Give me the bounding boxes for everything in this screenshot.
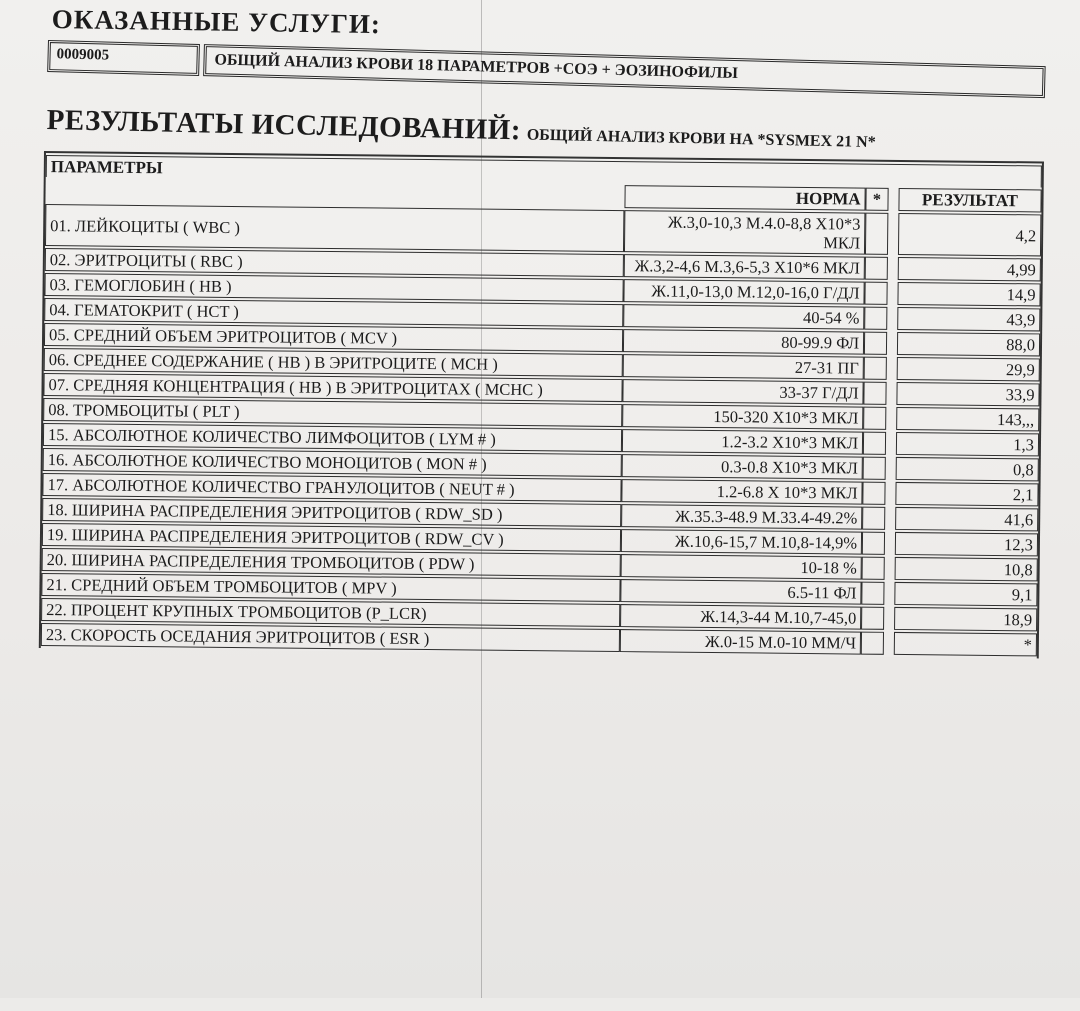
parameter-name: 04. ГЕМАТОКРИТ ( HCT ) [44, 298, 623, 327]
parameter-name: 21. СРЕДНИЙ ОБЪЕМ ТРОМБОЦИТОВ ( MPV ) [41, 573, 620, 602]
parameter-name: 05. СРЕДНИЙ ОБЪЕМ ЭРИТРОЦИТОВ ( MCV ) [44, 323, 623, 352]
results-table-wrapper [35, 151, 1044, 1011]
column-header-flag: * [866, 188, 889, 211]
column-gap [885, 432, 895, 455]
column-gap [883, 632, 893, 655]
reference-range: 10-18 % [620, 554, 862, 580]
abnormal-flag [861, 582, 884, 605]
column-gap [887, 257, 897, 280]
reference-range: Ж.3,2-4,6 М.3,6-5,3 Х10*6 МКЛ [623, 254, 865, 280]
reference-range: Ж.10,6-15,7 М.10,8-14,9% [621, 529, 863, 555]
column-gap [886, 357, 896, 380]
reference-range: Ж.11,0-13,0 М.12,0-16,0 Г/ДЛ [623, 279, 865, 305]
services-row [47, 40, 1046, 102]
parameter-name: 06. СРЕДНЕЕ СОДЕРЖАНИЕ ( HB ) В ЭРИТРОЦИТЕ ( MCH ) [44, 348, 623, 377]
result-value: 0,8 [895, 457, 1038, 481]
parameter-name: 20. ШИРИНА РАСПРЕДЕЛЕНИЯ ТРОМБОЦИТОВ ( PDW ) [42, 548, 621, 577]
abnormal-flag [861, 607, 884, 630]
column-gap [884, 607, 894, 630]
column-header-result: РЕЗУЛЬТАТ [898, 188, 1041, 212]
result-value: 88,0 [897, 332, 1040, 356]
reference-range: 33-37 Г/ДЛ [622, 379, 864, 405]
reference-range: 1.2-6.8 Х 10*3 МКЛ [621, 479, 863, 505]
abnormal-flag [863, 407, 886, 430]
abnormal-flag [862, 507, 885, 530]
column-gap [888, 188, 898, 211]
column-gap [885, 482, 895, 505]
column-gap [887, 307, 897, 330]
results-subtitle: ОБЩИЙ АНАЛИЗ КРОВИ НА *SYSMEX 21 N* [526, 126, 876, 152]
params-header: ПАРАМЕТРЫ [46, 155, 1042, 187]
abnormal-flag [864, 307, 887, 330]
services-heading: ОКАЗАННЫЕ УСЛУГИ: [51, 4, 382, 40]
parameter-name: 18. ШИРИНА РАСПРЕДЕЛЕНИЯ ЭРИТРОЦИТОВ ( RDW_SD ) [42, 498, 621, 527]
abnormal-flag [865, 213, 888, 255]
result-value: 18,9 [894, 607, 1037, 631]
result-value: 12,3 [895, 532, 1038, 556]
result-value: 143,,, [896, 407, 1039, 431]
parameter-name: 17. АБСОЛЮТНОЕ КОЛИЧЕСТВО ГРАНУЛОЦИТОВ ( NEUT # ) [42, 473, 621, 502]
parameter-name: 15. АБСОЛЮТНОЕ КОЛИЧЕСТВО ЛИМФОЦИТОВ ( LYM # ) [43, 423, 622, 452]
column-gap [884, 532, 894, 555]
result-value: 1,3 [896, 432, 1039, 456]
reference-range: Ж.3,0-10,3 М.4.0-8,8 Х10*3 МКЛ [624, 210, 866, 255]
reference-range: 1.2-3.2 Х10*3 МКЛ [622, 429, 864, 455]
abnormal-flag [862, 532, 885, 555]
parameter-name: 19. ШИРИНА РАСПРЕДЕЛЕНИЯ ЭРИТРОЦИТОВ ( RDW_CV ) [42, 523, 621, 552]
table-row [45, 204, 1041, 256]
result-value: 9,1 [894, 582, 1037, 606]
abnormal-flag [862, 557, 885, 580]
parameter-name: 03. ГЕМОГЛОБИН ( HB ) [44, 273, 623, 302]
parameter-name: 23. СКОРОСТЬ ОСЕДАНИЯ ЭРИТРОЦИТОВ ( ESR ) [41, 623, 620, 652]
abnormal-flag [862, 482, 885, 505]
result-value: 14,9 [897, 282, 1040, 306]
column-gap [887, 282, 897, 305]
result-value: 10,8 [894, 557, 1037, 581]
reference-range: 6.5-11 ФЛ [620, 579, 862, 605]
parameter-name: 16. АБСОЛЮТНОЕ КОЛИЧЕСТВО МОНОЦИТОВ ( MON # ) [43, 448, 622, 477]
results-heading [46, 104, 876, 155]
column-gap [888, 213, 899, 255]
abnormal-flag [863, 432, 886, 455]
abnormal-flag [864, 332, 887, 355]
column-gap [886, 407, 896, 430]
results-title: РЕЗУЛЬТАТЫ ИССЛЕДОВАНИЙ: [46, 104, 522, 147]
abnormal-flag [864, 357, 887, 380]
parameter-name: 08. ТРОМБОЦИТЫ ( PLT ) [43, 398, 622, 427]
column-gap [885, 457, 895, 480]
reference-range: Ж.0-15 М.0-10 ММ/Ч [620, 629, 862, 655]
result-value: 2,1 [895, 482, 1038, 506]
column-header-spacer [45, 179, 624, 208]
reference-range: 40-54 % [623, 304, 865, 330]
result-value: 41,6 [895, 507, 1038, 531]
reference-range: 150-320 Х10*3 МКЛ [622, 404, 864, 430]
column-gap [886, 382, 896, 405]
column-gap [887, 332, 897, 355]
abnormal-flag [863, 382, 886, 405]
result-value: 33,9 [896, 382, 1039, 406]
service-name: ОБЩИЙ АНАЛИЗ КРОВИ 18 ПАРАМЕТРОВ +СОЭ + ЭОЗИНОФИЛЫ [203, 44, 1046, 98]
parameter-name: 01. ЛЕЙКОЦИТЫ ( WBC ) [45, 204, 624, 252]
column-header-norm: НОРМА [624, 185, 866, 211]
column-gap [884, 557, 894, 580]
result-value: 4,99 [898, 257, 1041, 281]
result-value: 43,9 [897, 307, 1040, 331]
reference-range: Ж.14,3-44 М.10,7-45,0 [620, 604, 862, 630]
abnormal-flag [865, 282, 888, 305]
column-gap [885, 507, 895, 530]
abnormal-flag [861, 632, 884, 655]
result-value: * [894, 632, 1037, 656]
service-code: 0009005 [47, 40, 200, 76]
results-table-body [41, 155, 1042, 656]
reference-range: 27-31 ПГ [622, 354, 864, 380]
reference-range: 80-99.9 ФЛ [623, 329, 865, 355]
column-gap [884, 582, 894, 605]
reference-range: Ж.35.3-48.9 М.33.4-49.2% [621, 504, 863, 530]
parameter-name: 22. ПРОЦЕНТ КРУПНЫХ ТРОМБОЦИТОВ (P_LCR) [41, 598, 620, 627]
results-table [39, 151, 1044, 658]
abnormal-flag [863, 457, 886, 480]
result-value: 4,2 [898, 213, 1042, 256]
reference-range: 0.3-0.8 Х10*3 МКЛ [621, 454, 863, 480]
abnormal-flag [865, 257, 888, 280]
parameter-name: 07. СРЕДНЯЯ КОНЦЕНТРАЦИЯ ( HB ) В ЭРИТРОЦИТАХ ( MCHC ) [43, 373, 622, 402]
parameter-name: 02. ЭРИТРОЦИТЫ ( RBC ) [45, 248, 624, 277]
result-value: 29,9 [896, 357, 1039, 381]
